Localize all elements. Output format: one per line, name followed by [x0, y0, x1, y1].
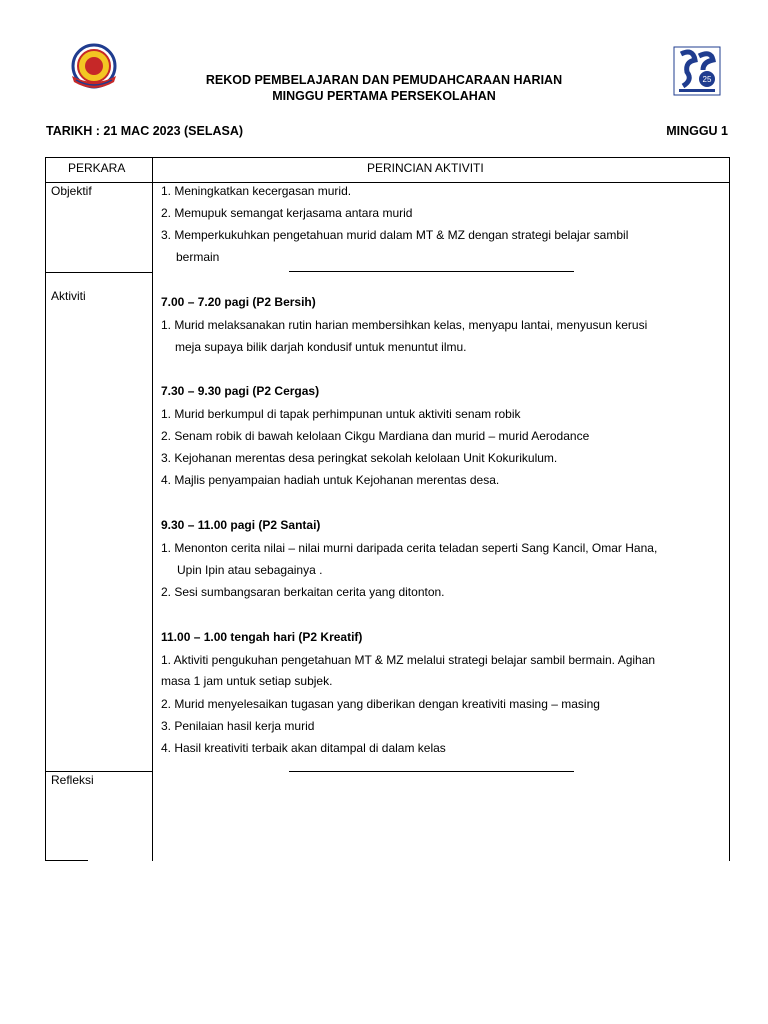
reflection-area[interactable]: [153, 772, 729, 860]
svg-text:25: 25: [702, 75, 712, 84]
activity-item: 3. Penilaian hasil kerja murid: [161, 719, 315, 733]
week-label: MINGGU 1: [666, 124, 728, 138]
activity-item: 1. Menonton cerita nilai – nilai murni daripada cerita teladan seperti Sang Kancil, Omar Hana,: [161, 541, 658, 555]
date-label: TARIKH : 21 MAC 2023 (SELASA): [46, 124, 244, 138]
objective-item: 3. Memperkukuhkan pengetahuan murid dalam MT & MZ dengan strategi belajar sambil: [161, 228, 629, 242]
document-title: REKOD PEMBELAJARAN DAN PEMUDAHCARAAN HARIAN: [205, 73, 563, 87]
row-label-refleksi: Refleksi: [51, 773, 94, 787]
activity-item: 4. Hasil kreativiti terbaik akan ditampal di dalam kelas: [161, 741, 446, 755]
row-label-aktiviti: Aktiviti: [51, 289, 86, 303]
activity-item: 1. Murid berkumpul di tapak perhimpunan untuk aktiviti senam robik: [161, 407, 521, 421]
activity-item: 2. Senam robik di bawah kelolaan Cikgu Mardiana dan murid – murid Aerodance: [161, 429, 590, 443]
session-heading: 7.30 – 9.30 pagi (P2 Cergas): [161, 384, 320, 398]
session-heading: 11.00 – 1.00 tengah hari (P2 Kreatif): [161, 630, 363, 644]
session-heading: 9.30 – 11.00 pagi (P2 Santai): [161, 518, 321, 532]
activity-item: Upin Ipin atau sebagainya .: [177, 563, 323, 577]
activity-item: 1. Aktiviti pengukuhan pengetahuan MT & MZ melalui strategi belajar sambil bermain. Agihan: [161, 653, 656, 667]
row-label-objektif: Objektif: [51, 184, 92, 198]
objective-item: 2. Memupuk semangat kerjasama antara murid: [161, 206, 413, 220]
column-header-perkara: PERKARA: [68, 161, 126, 175]
session-heading: 7.00 – 7.20 pagi (P2 Bersih): [161, 295, 316, 309]
document-subtitle: MINGGU PERTAMA PERSEKOLAHAN: [272, 89, 496, 103]
activity-item: masa 1 jam untuk setiap subjek.: [161, 674, 333, 688]
objective-item: 1. Meningkatkan kecergasan murid.: [161, 184, 352, 198]
activity-item: 2. Sesi sumbangsaran berkaitan cerita yang ditonton.: [161, 585, 445, 599]
activity-item: 3. Kejohanan merentas desa peringkat sekolah kelolaan Unit Kokurikulum.: [161, 451, 558, 465]
column-header-perincian: PERINCIAN AKTIVITI: [367, 161, 484, 175]
activity-item: 4. Majlis penyampaian hadiah untuk Kejohanan merentas desa.: [161, 473, 500, 487]
activity-item: 1. Murid melaksanakan rutin harian membersihkan kelas, menyapu lantai, menyusun kerusi: [161, 318, 648, 332]
activity-item: meja supaya bilik darjah kondusif untuk menuntut ilmu.: [175, 340, 467, 354]
objective-item: bermain: [176, 250, 220, 264]
activity-item: 2. Murid menyelesaikan tugasan yang diberikan dengan kreativiti masing – masing: [161, 697, 600, 711]
